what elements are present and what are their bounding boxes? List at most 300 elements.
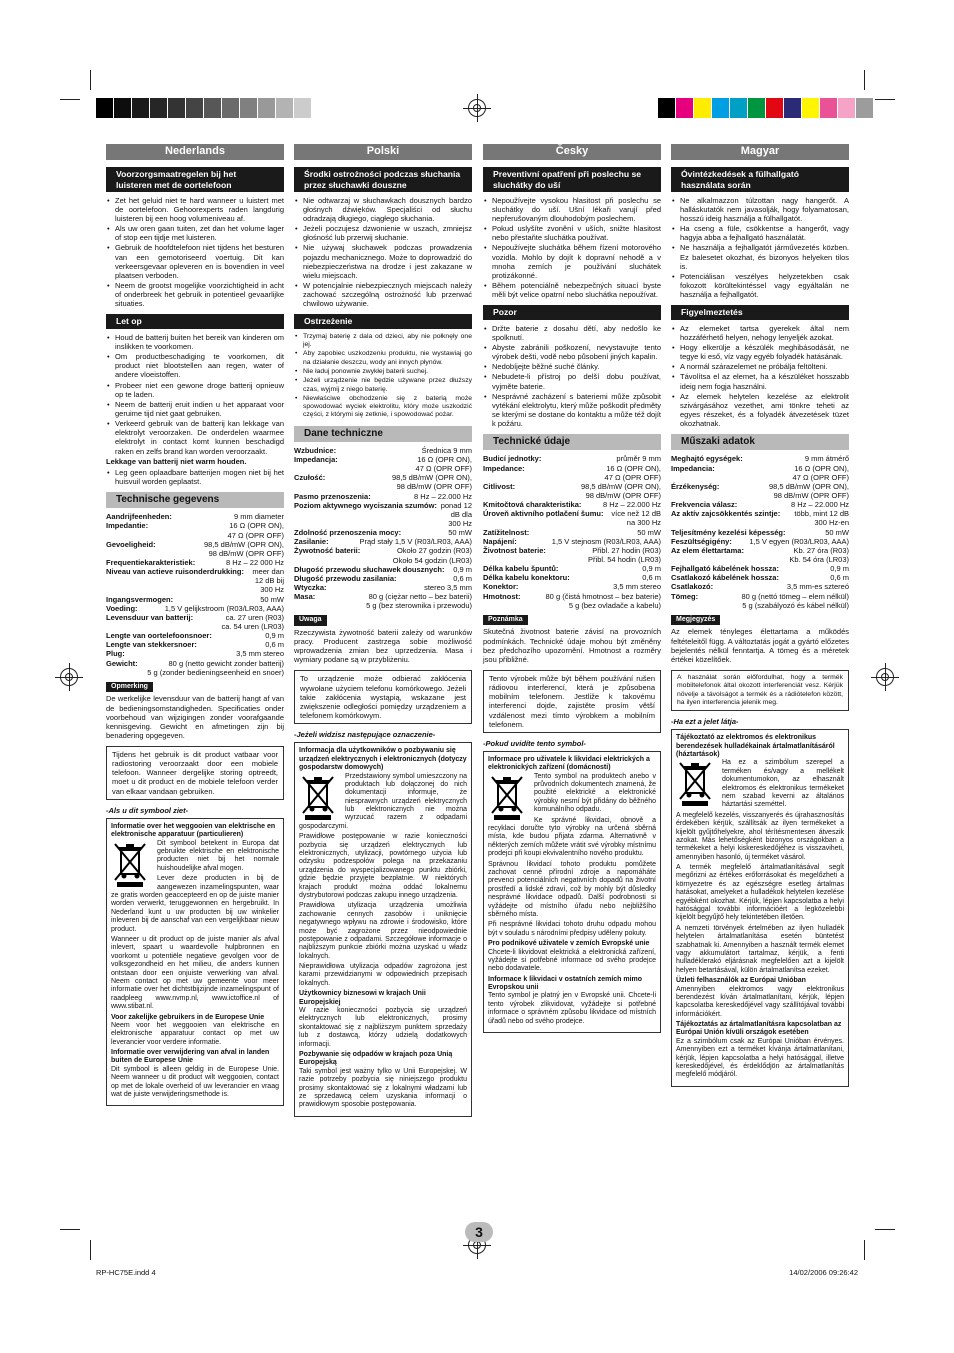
weee-paragraph: Lever deze producten in bij de aangewezen inzamelingspunten, waar ze gratis worden geaccepteerd en op de juiste manier worden verwerkt, teruggewonnen en hergebruikt. In Nederland kunt u uw producten bij uw winkelier inleveren bij de aanschaf van een vergelijkbaar nieuw product. (111, 875, 279, 933)
section-heading-specs: Technické údaje (483, 434, 661, 450)
spec-key: Meghajtó egységek: (671, 454, 743, 464)
spec-row (294, 492, 472, 501)
section-heading-safety: Voorzorgsmaatregelen bij het luisteren met de oortelefoon (106, 167, 284, 191)
safety-list (294, 196, 472, 309)
spec-key: Teljesítmény kezelési képesség: (671, 527, 786, 537)
symbol-caption: -Als u dit symbool ziet- (106, 805, 189, 815)
list-item: • Om productbeschadiging te voorkomen, dit product niet blootstellen aan regen, water of andere vloeistoffen. (106, 352, 284, 379)
weee-paragraph: Tento symbol na produktech anebo v průvodních dokumentech znamená, že použité elektrické a elektronické výrobky nesmí být přidány do běžného komunálního odpadu. (534, 772, 656, 814)
spec-value: 3,5 mm-es sztereó (786, 582, 849, 592)
weee-title: Tájékoztató az elektromos és elektronikus berendezések hulladékainak ártalmatlanításáról (háztartások) (676, 734, 835, 758)
spec-key: Wtyczka: (294, 582, 327, 592)
spec-row (671, 573, 849, 582)
spec-value: meer dan 12 dB bij 300 Hz (252, 567, 284, 595)
color-swatch (168, 98, 186, 118)
spec-value: 16 Ω (OPR ON), 47 Ω (OPR OFF) (604, 463, 661, 482)
color-swatch (676, 98, 694, 118)
weee-paragraph: Wanneer u dit product op de juiste manier als afval inlevert, spaart u waardevolle hulpbronnen en voorkomt u potentiële negatieve gevolgen voor de volksgezondheid en het milieu, die anders kunnen ontstaan door een onjuiste verwerking van afval. Neem contact op met uw gemeente voor meer informatie over het dichtstbijzijnde inzamelingspunt of raadpleeg www.nvmp.nl, www.ictoffice.nl of www.stibat.nl. (111, 935, 279, 1011)
list-item: • Nie używaj słuchawek podczas prowadzenia pojazdu mechanicznego. Może to doprowadzić do niebezpieczeństwa na drodze i jest zakazane w wielu miejscach. (294, 243, 472, 280)
spec-row (106, 631, 284, 640)
spec-value: Přibl. 27 hodin (R03) Přibl. 54 hodin (LR03) (588, 545, 661, 564)
spec-value: Prąd stały 1,5 V (R03/LR03, AAA) (359, 537, 472, 547)
spec-key: Poziom aktywnego wyciszania szumów: (294, 500, 437, 510)
section-heading-caution: Figyelmeztetés (671, 305, 849, 319)
weee-disposal-box (671, 729, 849, 1087)
page-number: 3 (465, 1222, 493, 1242)
caution-list (671, 324, 849, 429)
spec-value: 1,5 V egyen (R03/LR03, AAA) (749, 536, 849, 546)
list-item: • Nie odtwarzaj w słuchawkach dousznych bardzo głośnych dźwięków. Specjaliści od słuchu odradzają długiego, ciągłego słuchania. (294, 196, 472, 223)
spec-row (106, 521, 284, 539)
weee-paragraph: A nemzeti törvények értelmében az ilyen hulladék helytelen ártalmatlanítása esetén büntetést szabhatnak ki. Amennyiben a használt termék elemet vagy akkumulátort tartalmaz, kérjük, a fenti hulladéklerakó eljárásnak megfelelően azt a kijelölt helyen betartásával, külön ártalmatlanítsa ezeket. (676, 924, 844, 974)
spec-row (106, 613, 284, 631)
color-swatch (312, 98, 330, 118)
color-swatch (222, 98, 240, 118)
spec-row (483, 582, 661, 591)
color-swatch (766, 98, 784, 118)
color-swatch (838, 98, 856, 118)
color-swatch (784, 98, 802, 118)
spec-row (106, 540, 284, 558)
color-swatch (114, 98, 132, 118)
note-text: Az elemek tényleges élettartama a működés feltételeitől függ. A változtatás jogát a gyártó előzetes bejelentés nélkül fenntartja. A tömeg és a méretek értékei közelítőek. (671, 627, 849, 664)
column-nederlands (106, 144, 284, 1106)
battery-disposal-list (106, 468, 284, 486)
spec-key: Zasilanie: (294, 537, 329, 547)
spec-value: 16 Ω (OPR ON), 47 Ω (OPR OFF) (415, 455, 472, 474)
weee-title: Informatie over het weggooien van elektrische en elektronische apparatuur (particulieren) (111, 822, 276, 839)
language-header: Magyar (671, 144, 849, 160)
weee-non-eu-text: Taki symbol jest ważny tylko w Unii Europejskej. W razie potrzeby pozbycia się niniejszego produktu prosimy skontaktować się z lokalnymi władzami lub ze sprzedawcą celem uzyskania informacji o prawidłowym sposobie postępowania. (299, 1067, 467, 1109)
weee-paragraph: Nieprawidłowa utylizacja odpadów zagrożona jest karami przewidzianymi w odpowiednich przepisach lokalnych. (299, 963, 467, 987)
list-item: • Během potenciálně nebezpečných situací byste měli být velice opatrní nebo sluchátka nepoužívat. (483, 281, 661, 299)
list-item: • Abyste zabránili poškození, nevystavujte tento výrobek dešti, vodě nebo působení jiných kapalin. (483, 343, 661, 361)
specs-table (671, 454, 849, 609)
list-item: • Držte baterie z dosahu dětí, aby nedošlo ke spolknutí. (483, 324, 661, 342)
note-label: Opmerking (106, 682, 153, 693)
spec-row (294, 537, 472, 546)
specs-table (106, 512, 284, 677)
footer-timestamp: 14/02/2006 09:26:42 (789, 1268, 858, 1277)
spec-value: 16 Ω (OPR ON), 47 Ω (OPR OFF) (792, 463, 849, 482)
weee-business-heading: Voor zakelijke gebruikers in de Europese Unie (111, 1013, 265, 1021)
crop-mark (864, 1240, 865, 1260)
symbol-caption: -Pokud uvidíte tento symbol- (483, 738, 586, 748)
spec-row (294, 592, 472, 610)
spec-value: 0,9 m (830, 564, 849, 574)
crossed-out-bin-icon (111, 842, 151, 888)
crossed-out-bin-icon (676, 761, 716, 807)
column-cesky (483, 144, 661, 1033)
note-label: Uwaga (294, 615, 327, 626)
color-swatch (694, 98, 712, 118)
color-swatch (712, 98, 730, 118)
spec-row (671, 582, 849, 591)
list-item: • Niewłaściwe obchodzenie się z baterią może spowodować wyciek elektrolitu, który może uszkodzić części, z którymi się zetknie, i spowodować pożar. (294, 395, 472, 420)
spec-key: Wzbudnice: (294, 445, 337, 455)
note-label: Poznámka (483, 615, 528, 626)
weee-paragraph: Dit symbool betekent in Europa dat gebruikte elektrische en elektronische producten niet bij het normale huishoudelijke afval mogen. (157, 839, 279, 872)
spec-key: Az elem élettartama: (671, 545, 744, 555)
color-swatch (802, 98, 820, 118)
spec-row (483, 482, 661, 500)
spec-key: Gewicht: (106, 658, 138, 668)
spec-row (671, 537, 849, 546)
crop-mark (60, 99, 80, 100)
list-item: • Neem de batterij eruit indien u het apparaat voor geruime tijd niet gaat gebruiken. (106, 400, 284, 418)
spec-key: Pasmo przenoszenia: (294, 491, 371, 501)
list-item: • Nie ładuj ponownie zwykłej baterii suchej. (294, 368, 472, 376)
spec-key: Tömeg: (671, 591, 699, 601)
spec-key: Impedance: (483, 463, 525, 473)
spec-row (294, 583, 472, 592)
note-text: De werkelijke levensduur van de batterij hangt af van de bedieningsomstandigheden. Specificaties onder voorbehoud van wijzigingen zonder voorafgaande kennisgeving. Gewicht en afmetingen zijn bij benadering opgegeven. (106, 694, 284, 740)
cmyk-color-bar (658, 98, 874, 118)
spec-key: Feszültségigény: (671, 536, 732, 546)
list-item: • Aby zapobiec uszkodzeniu produktu, nie wystawiaj go na działanie deszczu, wody ani innych płynów. (294, 350, 472, 367)
weee-non-eu-heading: Informace k likvidaci v ostatních zemích mimo Evropskou unii (488, 975, 643, 992)
list-item: • Ne alkalmazzon túlzottan nagy hangerőt. A halláskutatók nem javasolják, hogy folyamatosan, hosszú ideig használja a fülhallgatót. (671, 196, 849, 223)
weee-paragraph: Przedstawiony symbol umieszczony na produktach lub dołączonej do nich dokumentacji informuje, że niesprawnych urządzeń elektrycznych lub elektronicznych nie można wyrzucać razem z odpadami gospodarczymi. (299, 772, 467, 830)
spec-key: Niveau van actieve ruisonderdrukking: (106, 567, 244, 577)
spec-value: 0,9 m (642, 564, 661, 574)
spec-key: Długość przewodu słuchawek dousznych: (294, 564, 445, 574)
spec-value: 80 g (ciężar netto – bez baterii) 5 g (bez sterownika i przewodu) (366, 592, 472, 611)
spec-row (483, 528, 661, 537)
crop-mark (90, 70, 91, 90)
note-text: Rzeczywista żywotność baterii zależy od warunków pracy. Producent zastrzega sobie możliwość wprowadzenia zmian bez uprzedzenia. Masa i wymiary podane są w przybliżeniu. (294, 627, 472, 665)
weee-non-eu-heading: Pozbywanie się odpadów w krajach poza Unią Europejską (299, 1051, 453, 1067)
spec-value: 8 Hz – 22.000 Hz (414, 491, 472, 501)
spec-value: 8 Hz – 22.000 Hz (791, 500, 849, 510)
spec-row (671, 546, 849, 564)
safety-list (671, 196, 849, 300)
spec-row (483, 509, 661, 527)
spec-value: 98,5 dB/mW (OPR ON), 98 dB/mW (OPR OFF) (203, 539, 284, 558)
spec-value: 50 mW (825, 527, 849, 537)
list-item: • Nepoužívejte sluchátka během řízení motorového vozidla. Mohlo by dojít k dopravní nehodě a v mnoha zemích je používání sluchátek protizákonné. (483, 243, 661, 280)
list-item: • Als uw oren gaan tuiten, zet dan het volume lager of stop een tijdje met luisteren. (106, 224, 284, 242)
spec-value: Średnica 9 mm (421, 445, 472, 455)
color-swatch (820, 98, 838, 118)
color-swatch (748, 98, 766, 118)
spec-row (483, 564, 661, 573)
list-item: • Jeżeli poczujesz dzwonienie w uszach, zmniejsz głośność lub przerwij słuchanie. (294, 224, 472, 242)
crop-mark (875, 99, 895, 100)
color-swatch (150, 98, 168, 118)
spec-value: 1,5 V gelijkstroom (R03/LR03, AAA) (164, 603, 284, 613)
weee-non-eu-text: Ez a szimbólum csak az Európai Unióban érvényes. Amennyiben ezt a terméket kívánja ártalmatlanítani, kérjük, lépjen kapcsolatba a helyi hatósággal, illetve kereskedőjével, és érdeklődjön az ártalmatlanítás megfelelő módjáról. (676, 1037, 844, 1079)
weee-paragraph: Ke správné likvidaci, obnově a recyklaci doručte tyto výrobky na určená sběrná místa, kde budou přijata zdarma. Alternativně v některých zemích můžete vrátit své výrobky místnímu prodejci při koupi ekvivalentního nového produktu. (488, 816, 656, 858)
spec-value: Około 27 godzin (R03) Około 54 godzin (LR03) (392, 546, 472, 565)
spec-value: 50 mW (448, 528, 472, 538)
spec-value: 1,5 V stejnosm (R03/LR03, AAA) (551, 536, 661, 546)
spec-value: Kb. 27 óra (R03) Kb. 54 óra (LR03) (789, 545, 849, 564)
spec-row (106, 595, 284, 604)
weee-title: Informacja dla użytkowników o pozbywaniu się urządzeń elektrycznych i elektronicznych (dotyczy gospodarstw domowych) (299, 747, 467, 772)
list-item: • Probeer niet een gewone droge batterij opnieuw op te laden. (106, 381, 284, 399)
list-item: • Houd de batterij buiten het bereik van kinderen om inslikken te voorkomen. (106, 333, 284, 351)
spec-key: Impedancia: (671, 463, 715, 473)
spec-row (294, 565, 472, 574)
caution-list (483, 324, 661, 429)
list-item: • Potenciálisan veszélyes helyzetekben csak fokozott körültekintéssel vagy egyáltalán ne használja a fejhallgatót. (671, 272, 849, 299)
weee-non-eu-text: Dit symbool is alleen geldig in de Europese Unie. Neem wanneer u dit product wilt weggooien, contact op met de lokale overheid of uw leverancier en vraag wat de juiste verwijderingsmethode is. (111, 1065, 279, 1099)
spec-value: 0,6 m (830, 573, 849, 583)
weee-paragraph: Při nesprávné likvidaci tohoto druhu odpadu mohou být v souladu s národními předpisy uděleny pokuty. (488, 921, 656, 937)
weee-business-text: Neem voor het weggooien van elektrische en elektronische apparatuur contact op met uw leverancier voor verdere informatie. (111, 1021, 279, 1046)
spec-value: 0,6 m (265, 640, 284, 650)
spec-row (483, 500, 661, 509)
spec-value: 50 mW (637, 527, 661, 537)
specs-table (483, 454, 661, 609)
column-polski (294, 144, 472, 1117)
spec-row (671, 464, 849, 482)
spec-key: Frekvencia válasz: (671, 500, 738, 510)
spec-row (294, 446, 472, 455)
weee-paragraph: Prawidłowa utylizacja urządzenia umożliwia zachowanie cennych zasobów i uniknięcie negatywnego wpływu na zdrowie i środowisko, które może być zagrożone przez nieodpowiednie postępowanie z odpadami. Szczegółowe informacje o najbliższym punkcie zbiórki można uzyskać u władz lokalnych. (299, 902, 467, 960)
spec-value: 98,5 dB/mW (OPR ON), 98 dB/mW (OPR OFF) (768, 481, 849, 501)
spec-key: Zdolność przenoszenia mocy: (294, 528, 402, 538)
weee-title: Informace pro uživatele k likvidaci elektrických a elektronických zařízení (domácnosti) (488, 755, 650, 772)
spec-key: Az aktív zajcsökkentés szintje: (671, 509, 781, 519)
spec-value: více než 12 dB na 300 Hz (611, 509, 661, 528)
color-swatch (258, 98, 276, 118)
spec-row (106, 558, 284, 567)
spec-row (671, 482, 849, 500)
spec-value: 3,5 mm stereo (236, 649, 284, 659)
interference-notice: To urządzenie może odbierać zakłócenia wywołane użyciem telefonu komórkowego. Jeżeli takie zakłócenia wystąpią, wskazane jest zwiększenie odległości pomiędzy urządzeniem a telefonem komórkowym. (294, 670, 472, 724)
section-heading-specs: Dane techniczne (294, 426, 472, 442)
spec-row (106, 659, 284, 677)
weee-paragraph: Správnou likvidací tohoto produktu pomůžete zachovat cenné přírodní zdroje a napomáháte prevenci potenciálních negativních dopadů na životní prostředí a lidské zdraví, což by mohly být důsledky nesprávné likvidace odpadů. Další podrobnosti si vyžádejte od místního úřadu nebo nejbližšího sběrného místa. (488, 860, 656, 918)
color-swatch (186, 98, 204, 118)
weee-business-text: Amennyiben elektromos vagy elektronikus berendezést kíván ártalmatlanítani, kérjük, lépjen kapcsolatba kereskedőjével vagy szállítójával további információkért. (676, 985, 844, 1018)
spec-key: Fejhallgató kábelének hossza: (671, 564, 779, 574)
footer-file-name: RP-HC75E.indd 4 (96, 1268, 156, 1277)
crop-mark (864, 70, 865, 90)
spec-row (483, 546, 661, 564)
weee-paragraph: A megfelelő kezelés, visszanyerés és újrahasznosítás érdekében kérjük, szállítsák az ilyen termékeket a kijelölt gyűjtőhelyekre, ahol térítésmentesen átveszik azokat. Más lehetőségként bizonyos országokban a termékeket a helyi kiskereskedőjéhez is visszaviheti, amennyiben hasonló, új terméket vásárol. (676, 811, 844, 861)
section-heading-specs: Technische gegevens (106, 492, 284, 508)
weee-disposal-box (106, 818, 284, 1107)
weee-business-text: Chcete-li likvidovat elektrická a elektronická zařízení, vyžádejte si potřebné informace od svého prodejce nebo dodavatele. (488, 948, 656, 973)
color-swatch (240, 98, 258, 118)
crop-mark (90, 1240, 91, 1260)
spec-key: Konektor: (483, 582, 519, 592)
weee-non-eu-heading: Informatie over verwijdering van afval in landen buiten de Europese Unie (111, 1049, 270, 1065)
spec-key: Ingangsvermogen: (106, 594, 174, 604)
spec-row (294, 473, 472, 491)
spec-value: 0,6 m (453, 573, 472, 583)
crop-mark (60, 1229, 80, 1230)
spec-key: Długość przewodu zasilania: (294, 573, 397, 583)
spec-row (294, 546, 472, 564)
spec-row (671, 454, 849, 463)
spec-row (106, 640, 284, 649)
spec-row (671, 592, 849, 610)
spec-key: Citlivost: (483, 481, 516, 491)
spec-row (294, 455, 472, 473)
spec-value: 50 mW (260, 594, 284, 604)
weee-business-heading: Üzleti felhasználók az Európai Unióban (676, 977, 806, 985)
spec-value: 0,9 m (265, 631, 284, 641)
spec-key: Napájení: (483, 536, 517, 546)
spec-key: Csatlakozó: (671, 582, 714, 592)
spec-key: Životnost baterie: (483, 545, 546, 555)
spec-key: Kmitočtová charakteristika: (483, 500, 582, 510)
spec-value: 80 g (čistá hmotnost – bez baterie) 5 g (bez ovladače a kabelu) (545, 591, 661, 610)
section-heading-safety: Óvintézkedések a fülhallgató használata során (671, 167, 849, 191)
spec-value: průměr 9 mm (616, 454, 661, 464)
registration-mark-icon (60, 668, 78, 686)
spec-row (483, 592, 661, 610)
spec-key: Żywotność baterii: (294, 546, 361, 556)
list-item: • Az elemek helytelen kezelése az elektrolit szivárgásához vezethet, ami tönkre teheti az egyes részeket, és a folyadék átvezetések tüzet okozhatnak. (671, 392, 849, 429)
weee-non-eu-heading: Tájékoztatás az ártalmatlanításra kapcsolatban az Európai Unión kívüli országok esetében (676, 1021, 842, 1037)
spec-row (483, 454, 661, 463)
registration-mark-icon (468, 99, 486, 117)
list-item: • Nedobíjejte běžné suché články. (483, 362, 661, 371)
weee-disposal-box (483, 751, 661, 1033)
list-item: • Leg geen oplaadbare batterijen mogen niet bij het huisvuil worden geplaatst. (106, 468, 284, 486)
caution-list (106, 333, 284, 456)
weee-paragraph: Ha ez a szimbólum szerepel a terméken és/vagy a mellékelt dokumentumokon, az elhasznált elektromos és elektronikus termékeket nem szabad keverni az általános háztartási szeméttel. (722, 759, 844, 809)
spec-value: ca. 27 uren (R03) ca. 54 uren (LR03) (221, 612, 284, 631)
spec-value: 0,9 m (453, 564, 472, 574)
spec-value: 8 Hz – 22.000 Hz (603, 500, 661, 510)
crossed-out-bin-icon (488, 775, 528, 821)
spec-key: Délka kabelu konektoru: (483, 573, 570, 583)
spec-value: 8 Hz – 22 000 Hz (226, 558, 284, 567)
caution-list (294, 333, 472, 420)
crop-mark (875, 1229, 895, 1230)
weee-paragraph: Prawidłowe postępowanie w razie konieczności pozbycia się urządzeń elektrycznych lub elektronicznych, utylizacji, powtórnego użycia lub odzysku podzespołów polega na przekazaniu urządzenia do wyspecjalizowanego punktu zbiórki, gdzie będzie przyjęte bezpłatnie. W niektórych krajach produkt można oddać lokalnemu dystrybutorowi podczas zakupu innego urządzenia. (299, 833, 467, 899)
section-heading-caution: Ostrzeżenie (294, 314, 472, 328)
note-text: Skutečná životnost baterie závisí na provozních podmínkách. Technické údaje mohou být změněny bez předchozího upozornění. Hmotnost a rozměry jsou přibližné. (483, 627, 661, 664)
spec-key: Masa: (294, 592, 316, 602)
list-item: • Pokud uslyšíte zvonění v uších, snižte hlasitost nebo přestaňte sluchátka používat. (483, 224, 661, 242)
spec-row (294, 574, 472, 583)
weee-disposal-box (294, 742, 472, 1116)
spec-key: Aandrijfeenheden: (106, 512, 172, 522)
spec-row (294, 528, 472, 537)
list-item: • Az elemeket tartsa gyerekek által nem hozzáférhető helyen, nehogy lenyeljék azokat. (671, 324, 849, 342)
section-heading-caution: Pozor (483, 305, 661, 319)
spec-key: Voeding: (106, 603, 138, 613)
color-swatch (204, 98, 222, 118)
safety-list (483, 196, 661, 300)
section-heading-safety: Preventivní opatření při poslechu se sluchátky do uší (483, 167, 661, 191)
spec-value: több, mint 12 dB 300 Hz-en (794, 509, 849, 528)
spec-row (483, 537, 661, 546)
color-swatch (96, 98, 114, 118)
battery-heat-note: Lekkage van batterij niet warm houden. (106, 456, 247, 466)
section-heading-safety: Środki ostrożności podczas słuchania przez słuchawki dousznе (294, 167, 472, 191)
spec-value: 80 g (nettó tömeg – elem nélkül) 5 g (szabályozó és kábel nélkül) (741, 591, 849, 610)
crossed-out-bin-icon (299, 775, 339, 821)
specs-table (294, 446, 472, 611)
spec-key: Úroveň aktivního potlačení šumu: (483, 509, 604, 519)
spec-row (106, 567, 284, 594)
color-swatch (856, 98, 874, 118)
list-item: • Hogy elkerülje a készülék meghibásodását, ne tegye ki eső, víz vagy egyéb folyadék hatásának. (671, 343, 849, 361)
spec-value: 98,5 dB/mW (OPR ON), 98 dB/mW (OPR OFF) (580, 481, 661, 501)
list-item: • Ha cseng a füle, csökkentse a hangerőt, vagy hagyja abba a fejhallgató használatát. (671, 224, 849, 242)
spec-key: Levensduur van batterij: (106, 612, 194, 622)
spec-key: Plug: (106, 649, 125, 659)
spec-key: Délka kabelu špuntů: (483, 564, 559, 574)
color-swatch (730, 98, 748, 118)
spec-value: 16 Ω (OPR ON), 47 Ω (OPR OFF) (227, 521, 284, 540)
spec-key: Budicí jednotky: (483, 454, 542, 464)
spec-value: ponad 12 dB dla 300 Hz (440, 500, 472, 528)
spec-row (483, 573, 661, 582)
list-item: • Gebruik de hoofdtelefoon niet tijdens het besturen van een gemotoriseerd voertuig. Dit kan verkeersgevaar opleveren en is bovendien in veel plaatsen verboden. (106, 243, 284, 280)
language-header: Česky (483, 144, 661, 160)
spec-key: Csatlakozó kábelének hossza: (671, 573, 779, 583)
spec-row (106, 649, 284, 658)
column-magyar (671, 144, 849, 1087)
list-item: • Ne használja a fejhallgatót járművezetés közben. Ez balesetet okozhat, és bizonyos helyeken tilos is. (671, 243, 849, 270)
note-label: Megjegyzés (671, 615, 720, 626)
weee-paragraph: A termék megfelelő ártalmatlanításával segít megőrizni az értékes erőforrásokat és megelőzheti a környezetre és az egészségre esetleg ártalmas hatásokat, amelyeket a hulladékok helytelen kezelése egyébként okozhat. Kérjük, lépjen kapcsolatba a helyi hatósággal további információért a legközelebbi kijelölt begyűjtő hely tekintetében illetően. (676, 864, 844, 922)
interference-notice: A használat során előfordulhat, hogy a termék mobiltelefonok által okozott interferenciát vesz. Kérjük növelje a távolságot a termék és a rádiótelefon között, ha ilyen interferencia jelenik meg. (671, 670, 849, 711)
spec-row (671, 564, 849, 573)
spec-value: 80 g (netto gewicht zonder batterij) 5 g (zonder bedieningseenheid en snoer) (147, 658, 284, 677)
weee-business-heading: Pro podnikové uživatele v zemích Evropské unie (488, 940, 650, 948)
spec-row (671, 509, 849, 527)
list-item: • Távolítsa el az elemet, ha a készüléket hosszabb ideig nem fogja használni. (671, 372, 849, 390)
color-swatch (276, 98, 294, 118)
symbol-caption: -Jeżeli widzisz następujące oznaczenie- (294, 730, 436, 740)
spec-row (483, 464, 661, 482)
spec-key: Czułość: (294, 473, 326, 483)
list-item: • Nebudete-li přístroj po delší dobu používat, vyjměte baterie. (483, 372, 661, 390)
section-heading-caution: Let op (106, 314, 284, 328)
spec-value: 98,5 dB/mW (OPR ON), 98 dB/mW (OPR OFF) (391, 473, 472, 492)
section-heading-specs: Műszaki adatok (671, 434, 849, 450)
symbol-caption: -Ha ezt a jelet látja- (671, 717, 739, 727)
list-item: • Nesprávné zacházení s bateriemi může způsobit vytékání elektrolytu, který může poškodit předměty se kterými se dostane do kontaktu a může též dojít k požáru. (483, 392, 661, 429)
language-header: Polski (294, 144, 472, 160)
grayscale-color-bar (96, 98, 330, 118)
spec-row (106, 604, 284, 613)
spec-value: 3,5 mm stereo (613, 582, 661, 592)
list-item: • Jeżeli urządzenie nie będzie używane przez dłuższy czas, wyjmij z niego baterię. (294, 377, 472, 394)
spec-key: Impedancja: (294, 455, 338, 464)
spec-row (671, 500, 849, 509)
weee-business-text: W razie konieczności pozbycia się urządzeń elektrycznych lub elektronicznych, prosimy skontaktować się z najbliższym punktem sprzedaży lub z dostawcą, którzy udzielą dodatkowych informacji. (299, 1007, 467, 1048)
color-swatch (658, 98, 676, 118)
list-item: • Verkeerd gebruik van de batterij kan lekkage van elektrolyt veroorzaken. De onderdelen waarmee elektrolyt in contact komt kunnen beschadigd raken en zelfs brand kan worden veroorzaakt. (106, 419, 284, 456)
spec-key: Zatížitelnost: (483, 527, 530, 537)
color-swatch (294, 98, 312, 118)
color-swatch (132, 98, 150, 118)
registration-mark-icon (876, 668, 894, 686)
language-header: Nederlands (106, 144, 284, 160)
spec-row (671, 528, 849, 537)
list-item: • Trzymaj baterię z dala od dzieci, aby nie połknęły one jej. (294, 333, 472, 350)
spec-row (294, 501, 472, 528)
spec-value: 9 mm átmérő (804, 454, 849, 464)
spec-key: Impedantie: (106, 521, 149, 531)
interference-notice: Tijdens het gebruik is dit product vatbaar voor radiostoring veroorzaakt door een mobiele telefoon. Wanneer dergelijke storing optreedt, moet u dit product en de mobiele telefoon verder van elkaar vandaan gebruiken. (106, 746, 284, 800)
spec-value: 9 mm diameter (233, 512, 284, 522)
spec-row (106, 512, 284, 521)
spec-value: stereo 3,5 mm (424, 582, 472, 592)
spec-key: Frequentiekarakteristiek: (106, 558, 196, 567)
